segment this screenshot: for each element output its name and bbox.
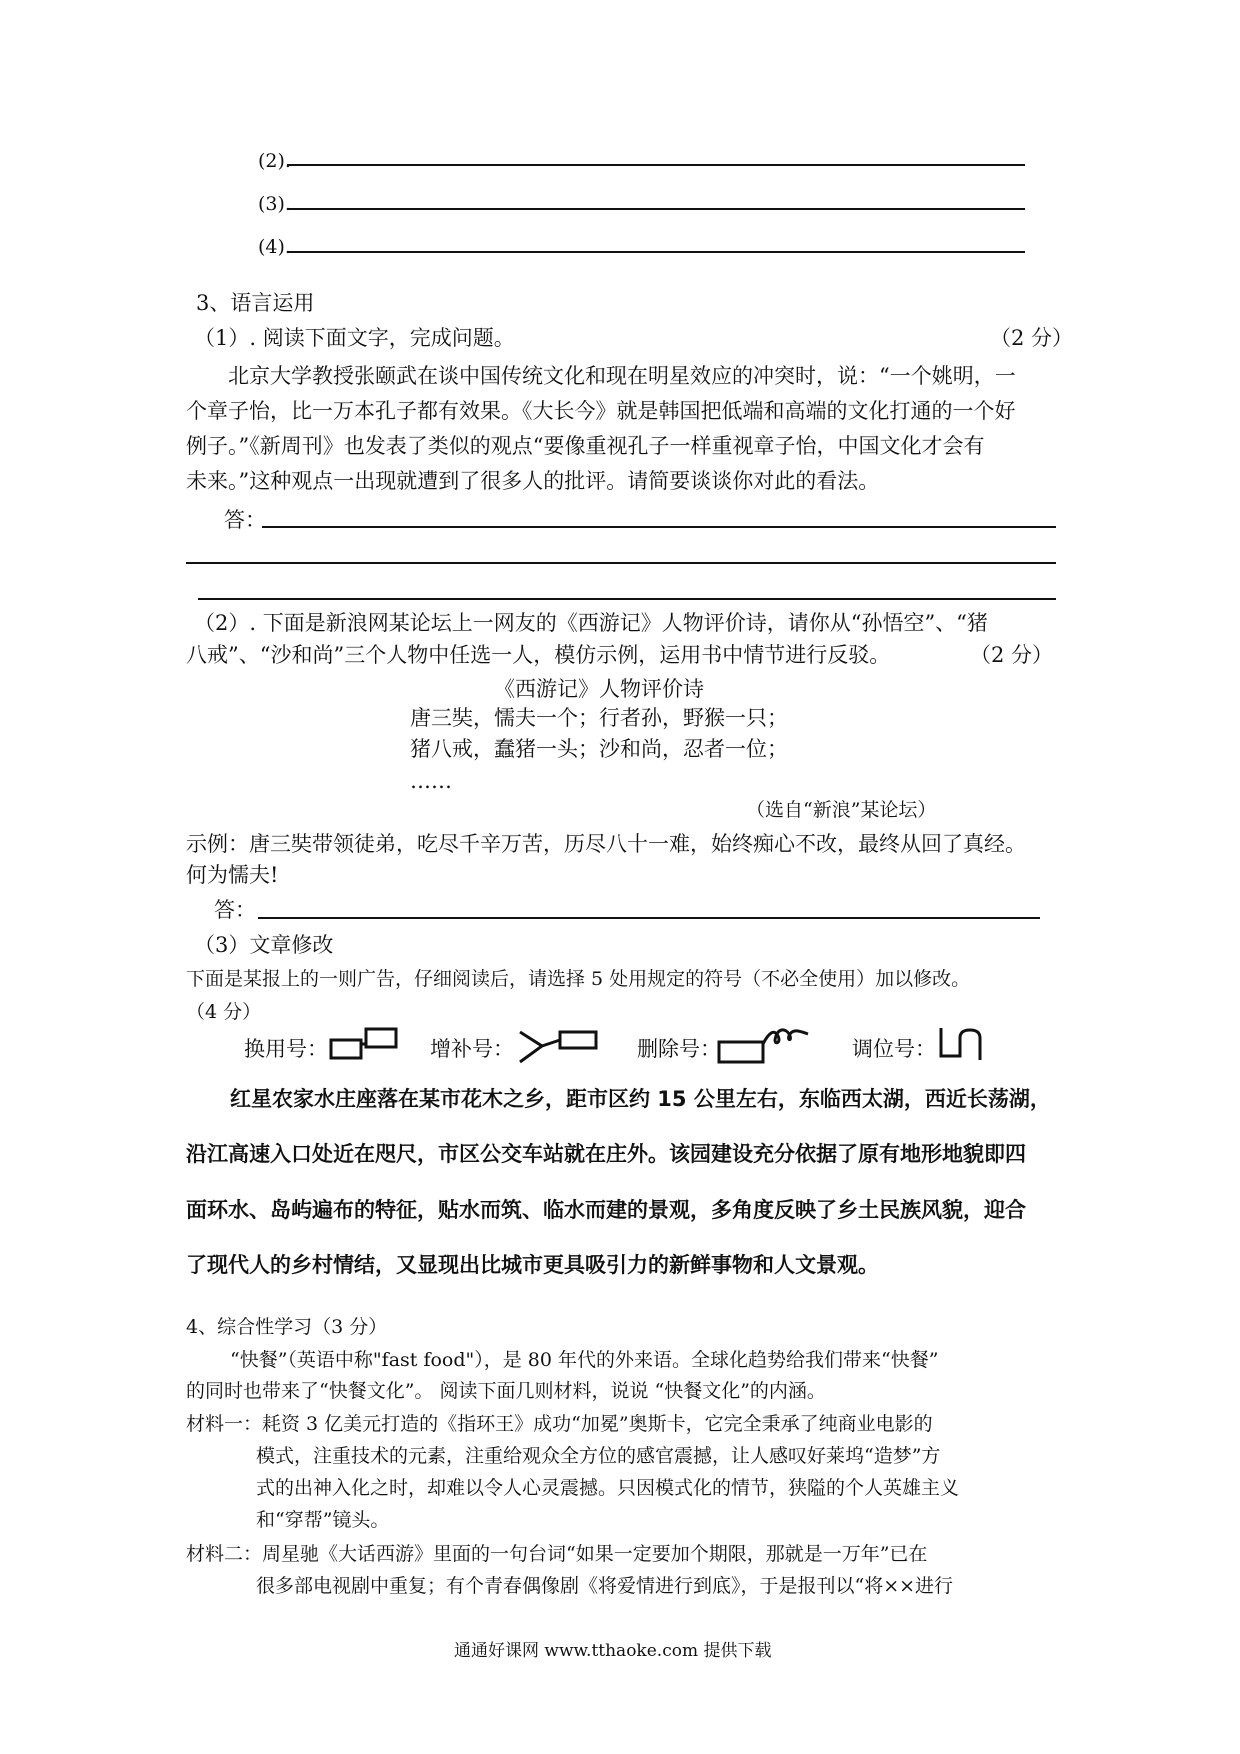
q2-line-2: 八戒”、“沙和尚”三个人物中任选一人，模仿示例，运用书中情节进行反驳。 — [186, 643, 891, 667]
q2-line-1: （2）. 下面是新浪网某论坛上一网友的《西游记》人物评价诗，请你从“孙悟空”、“猪 — [194, 611, 988, 635]
q2-answer-line[interactable] — [258, 917, 1040, 919]
answer-line-2[interactable] — [287, 164, 1025, 166]
item-3-label: (3). — [258, 193, 291, 215]
q3-label: （3）文章修改 — [194, 933, 334, 957]
q1-para-line-1: 北京大学教授张颐武在谈中国传统文化和现在明星效应的冲突时，说：“一个姚明，一 — [228, 364, 1016, 388]
s4-intro-line-2: 的同时也带来了“快餐文化”。 阅读下面几则材料，说说 “快餐文化”的内涵。 — [186, 1380, 826, 1402]
q2-example-line-2: 何为懦夫! — [186, 863, 279, 887]
q1-para-line-3: 例子。”《新周刊》也发表了类似的观点“要像重视孔子一样重视章子怡，中国文化才会有 — [186, 434, 985, 458]
answer-line-3[interactable] — [287, 208, 1025, 210]
q2-score: （2 分） — [970, 643, 1054, 667]
material-2-line-2: 很多部电视剧中重复；有个青春偶像剧《将爱情进行到底》，于是报刊以“将××进行 — [256, 1575, 954, 1597]
delete-mark-icon — [716, 1024, 812, 1066]
poem-title: 《西游记》人物评价诗 — [494, 677, 704, 701]
section-3-heading: 3、语言运用 — [196, 291, 315, 315]
replace-mark-icon — [328, 1026, 400, 1062]
s4-intro-line-1: “快餐”（英语中称"fast food"），是 80 年代的外来语。全球化趋势给我们带来“快餐” — [230, 1349, 939, 1371]
q1-answer-line-2[interactable] — [186, 562, 1056, 564]
q1-score: （2 分） — [990, 326, 1074, 350]
q1-para-line-4: 未来。”这种观点一出现就遭到了很多人的批评。请简要谈谈你对此的看法。 — [186, 469, 880, 493]
ad-line-3: 面环水、岛屿遍布的特征，贴水而筑、临水而建的景观，多角度反映了乡土民族风貌，迎合 — [186, 1198, 1026, 1222]
page-footer: 通通好课网 www.tthaoke.com 提供下载 — [454, 1641, 772, 1661]
q1-answer-line-3[interactable] — [198, 598, 1056, 600]
material-1-line-1: 材料一：耗资 3 亿美元打造的《指环王》成功“加冕”奥斯卡，它完全秉承了纯商业电影的 — [186, 1413, 933, 1435]
poem-line-1: 唐三奘，懦夫一个；行者孙，野猴一只； — [410, 706, 788, 730]
q3-instruction-line-1: 下面是某报上的一则广告，仔细阅读后，请选择 5 处用规定的符号（不必全使用）加以修改。 — [186, 968, 971, 990]
material-1-line-4: 和“穿帮”镜头。 — [256, 1509, 390, 1531]
insert-mark-label: 增补号： — [430, 1037, 514, 1061]
q1-answer-label: 答： — [224, 508, 266, 532]
insert-mark-icon — [516, 1026, 600, 1066]
q2-answer-label: 答： — [214, 898, 256, 922]
replace-mark-label: 换用号： — [244, 1037, 328, 1061]
poem-source: （选自“新浪”某论坛） — [746, 799, 937, 821]
material-2-line-1: 材料二：周星驰《大话西游》里面的一句台词“如果一定要加个期限，那就是一万年”已在 — [186, 1543, 928, 1565]
transpose-mark-label: 调位号： — [852, 1037, 936, 1061]
q1-label: （1）. 阅读下面文字，完成问题。 — [194, 326, 515, 350]
section-4-heading: 4、综合性学习（3 分） — [186, 1316, 388, 1338]
q1-para-line-2: 个章子怡，比一万本孔子都有效果。《大长今》就是韩国把低端和高端的文化打通的一个好 — [186, 399, 1016, 423]
transpose-mark-icon — [936, 1024, 994, 1064]
ad-line-2: 沿江高速入口处近在咫尺，市区公交车站就在庄外。该园建设充分依据了原有地形地貌即四 — [186, 1142, 1026, 1166]
poem-ellipsis: …… — [410, 769, 452, 793]
item-4-label: (4). — [258, 236, 291, 258]
answer-line-4[interactable] — [287, 251, 1025, 253]
q1-answer-line-1[interactable] — [262, 526, 1056, 528]
q2-example-line-1: 示例：唐三奘带领徒弟，吃尽千辛万苦，历尽八十一难，始终痴心不改，最终从回了真经。 — [186, 832, 1026, 856]
item-2-label: (2). — [258, 150, 291, 172]
poem-line-2: 猪八戒，蠢猪一头；沙和尚，忍者一位； — [410, 737, 788, 761]
material-1-line-2: 模式，注重技术的元素，注重给观众全方位的感官震撼，让人感叹好莱坞“造梦”方 — [256, 1445, 941, 1467]
material-1-line-3: 式的出神入化之时，却难以令人心灵震撼。只因模式化的情节，狭隘的个人英雄主义 — [256, 1477, 960, 1499]
ad-line-1: 红星农家水庄座落在某市花木之乡，距市区约 15 公里左右，东临西太湖，西近长荡湖， — [230, 1087, 1051, 1111]
ad-line-4: 了现代人的乡村情结，又显现出比城市更具吸引力的新鲜事物和人文景观。 — [186, 1253, 879, 1277]
delete-mark-label: 删除号： — [637, 1037, 721, 1061]
q3-instruction-line-2: （4 分） — [186, 1001, 262, 1023]
